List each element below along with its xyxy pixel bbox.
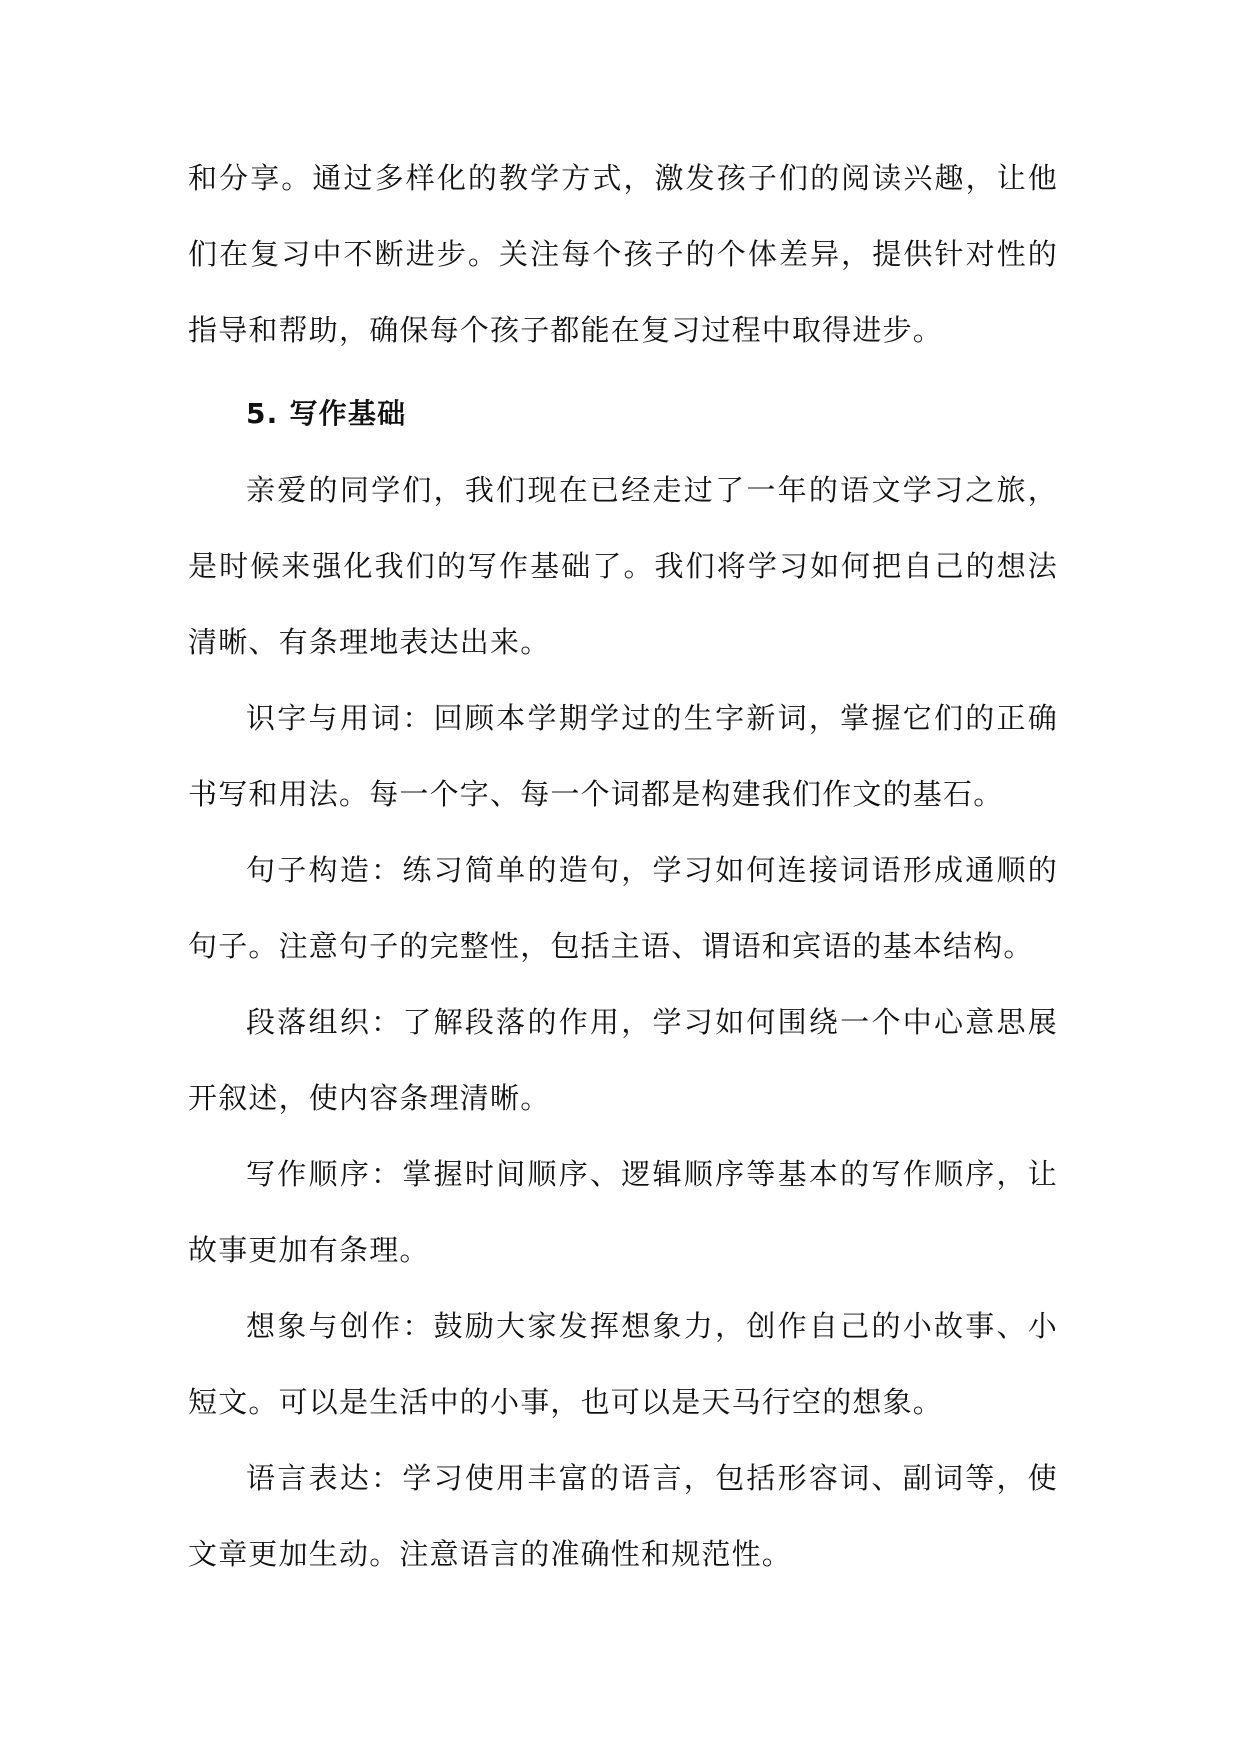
paragraph-writing-order: 写作顺序：掌握时间顺序、逻辑顺序等基本的写作顺序，让故事更加有条理。: [188, 1157, 1058, 1267]
document-body: [188, 140, 1058, 1592]
paragraph-organization: 段落组织：了解段落的作用，学习如何围绕一个中心意思展开叙述，使内容条理清晰。: [188, 1005, 1058, 1115]
section-heading: 5. 写作基础: [246, 397, 407, 430]
intro-continuation-paragraph: 和分享。通过多样化的教学方式，激发孩子们的阅读兴趣，让他们在复习中不断进步。关注每个孩子的个体差异，提供针对性的指导和帮助，确保每个孩子都能在复习过程中取得进步。: [188, 161, 1058, 347]
paragraph-characters-words: 识字与用词：回顾本学期学过的生字新词，掌握它们的正确书写和用法。每一个字、每一个词都是构建我们作文的基石。: [188, 701, 1058, 811]
paragraph-imagination: 想象与创作：鼓励大家发挥想象力，创作自己的小故事、小短文。可以是生活中的小事，也可以是天马行空的想象。: [188, 1309, 1058, 1419]
paragraph-language-expression: 语言表达：学习使用丰富的语言，包括形容词、副词等，使文章更加生动。注意语言的准确性和规范性。: [188, 1461, 1058, 1571]
section-spacer: [188, 368, 1058, 376]
paragraph-sentence-construction: 句子构造：练习简单的造句，学习如何连接词语形成通顺的句子。注意句子的完整性，包括主语、谓语和宾语的基本结构。: [188, 853, 1058, 963]
paragraph-greeting: 亲爱的同学们，我们现在已经走过了一年的语文学习之旅，是时候来强化我们的写作基础了。我们将学习如何把自己的想法清晰、有条理地表达出来。: [188, 473, 1058, 659]
